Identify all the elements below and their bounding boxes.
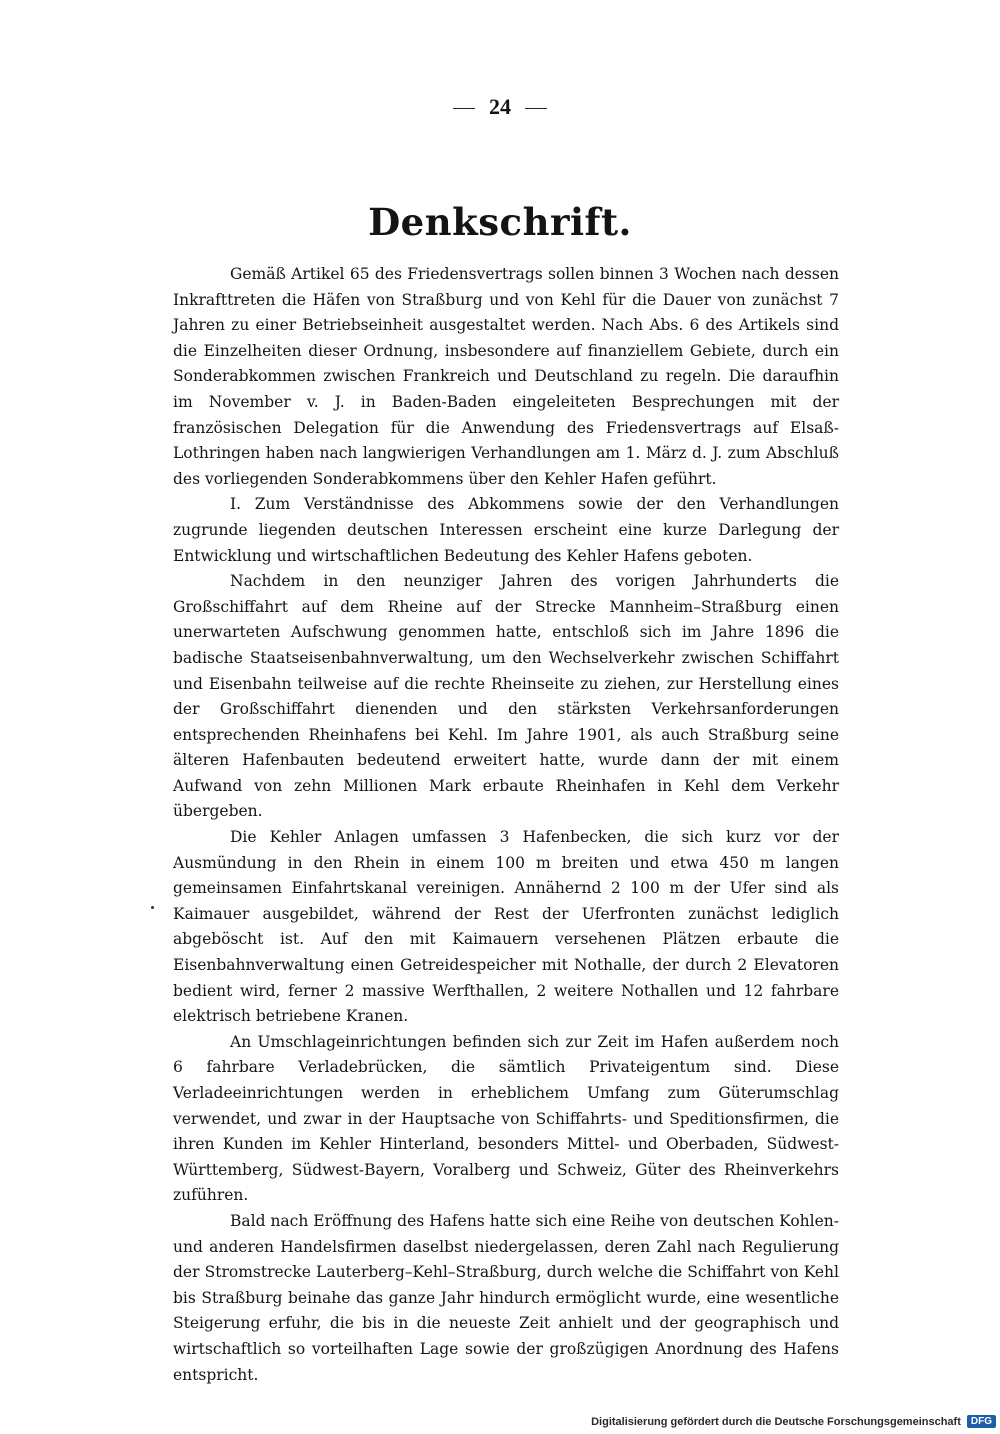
paragraph-5: An Umschlageinrichtungen befinden sich zur Zeit im Hafen außerdem noch 6 fahrbare Verladebrücken, die sämtlich Privateigentum sind. Diese Verladeeinrichtungen werden in erheblichem Umfang zum Güterumschlag verwendet, und zwar in der Hauptsache von Schiffahrts- und Speditionsfirmen, die ihren Kunden im Kehler Hinterland, besonders Mittel- und Oberbaden, Südwest-Württemberg, Südwest-Bayern, Voralberg und Schweiz, Güter des Rheinverkehrs zuführen.: [173, 1032, 839, 1205]
paragraph-4: Die Kehler Anlagen umfassen 3 Hafenbecken, die sich kurz vor der Ausmündung in den Rhein in einem 100 m breiten und etwa 450 m langen gemeinsamen Einfahrtskanal vereinigen. Annähernd 2 100 m der Ufer sind als Kaimauer ausgebildet, während der Rest der Uferfronten zunächst lediglich abgeböscht ist. Auf den mit Kaimauern versehenen Plätzen erbaute die Eisenbahnverwaltung einen Getreidespeicher mit Nothalle, der durch 2 Elevatoren bedient wird, ferner 2 massive Werfthallen, 2 weitere Nothallen und 12 fahrbare elektrisch betriebene Kranen.: [173, 828, 839, 1026]
footer: [591, 1415, 996, 1428]
paragraph-3: Nachdem in den neunziger Jahren des vorigen Jahrhunderts die Großschiffahrt auf dem Rheine auf der Strecke Mannheim–Straßburg einen unerwarteten Aufschwung genommen hatte, entschloß sich im Jahre 1896 die badische Staatseisenbahnverwaltung, um den Wechselverkehr zwischen Schiffahrt und Eisenbahn teilweise auf die rechte Rheinseite zu ziehen, zur Herstellung eines der Großschiffahrt dienenden und den stärksten Verkehrsanforderungen entsprechenden Rheinhafens bei Kehl. Im Jahre 1901, als auch Straßburg seine älteren Hafenbauten bedeutend erweitert hatte, wurde dann der mit einem Aufwand von zehn Millionen Mark erbaute Rheinhafen in Kehl dem Verkehr übergeben.: [173, 572, 839, 821]
page-number: [0, 94, 1000, 120]
margin-mark: [151, 906, 154, 909]
dfg-logo: DFG: [967, 1415, 996, 1428]
paragraph-1: Gemäß Artikel 65 des Friedensvertrags sollen binnen 3 Wochen nach dessen Inkrafttreten die Häfen von Straßburg und von Kehl für die Dauer von zunächst 7 Jahren zu einer Betriebseinheit ausgestaltet werden. Nach Abs. 6 des Artikels sind die Einzelheiten dieser Ordnung, insbesondere auf finanziellem Gebiete, durch ein Sonderabkommen zwischen Frankreich und Deutschland zu regeln. Die daraufhin im November v. J. in Baden-Baden eingeleiteten Besprechungen mit der französischen Delegation für die Anwendung des Friedensvertrags auf Elsaß-Lothringen haben nach langwierigen Verhandlungen am 1. März d. J. zum Abschluß des vorliegenden Sonderabkommens über den Kehler Hafen geführt.: [173, 265, 839, 488]
paragraph-2: I. Zum Verständnisse des Abkommens sowie der den Verhandlungen zugrunde liegenden deutschen Interessen erscheint eine kurze Darlegung der Entwicklung und wirtschaftlichen Bedeutung des Kehler Hafens geboten.: [173, 495, 839, 565]
paragraph-6: Bald nach Eröffnung des Hafens hatte sich eine Reihe von deutschen Kohlen- und anderen Handelsfirmen daselbst niedergelassen, deren Zahl nach Regulierung der Stromstrecke Lauterberg–Kehl–Straßburg, durch welche die Schiffahrt von Kehl bis Straßburg beinahe das ganze Jahr hindurch ermöglicht wurde, eine wesentliche Steigerung erfuhr, die bis in die neueste Zeit anhielt und der geographisch und wirtschaftlich so vorteilhaften Lage sowie der großzügigen Anordnung des Hafens entspricht.: [173, 1211, 839, 1384]
page-number-value: 24: [489, 94, 511, 119]
dash-right: [525, 108, 547, 109]
footer-text: Digitalisierung gefördert durch die Deutsche Forschungsgemeinschaft: [591, 1415, 961, 1428]
document-title: Denkschrift.: [368, 200, 632, 244]
body-text: [173, 262, 839, 1388]
dash-left: [453, 108, 475, 109]
